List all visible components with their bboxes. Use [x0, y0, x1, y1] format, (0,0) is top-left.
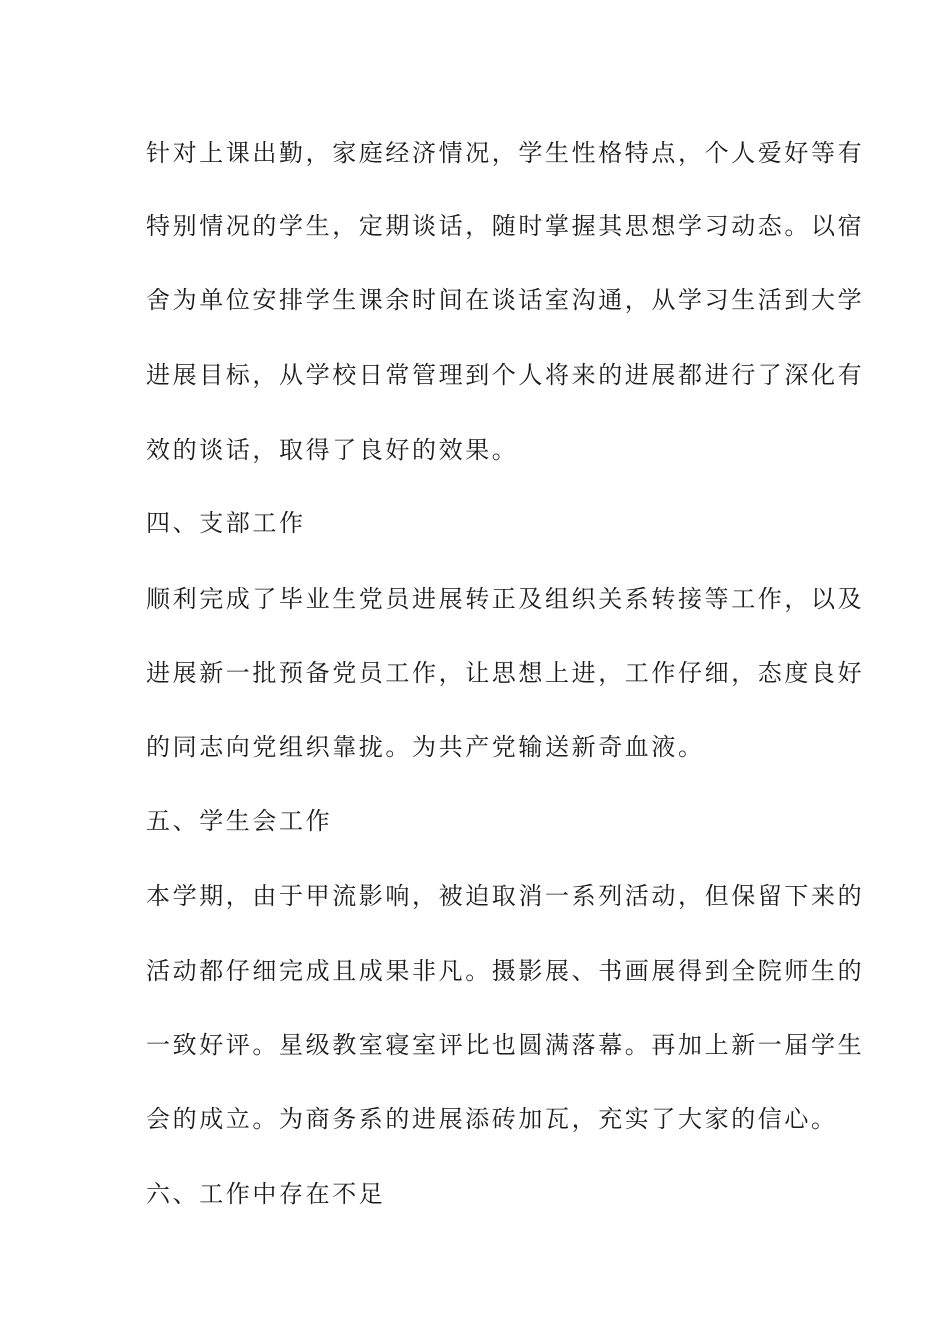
- paragraph-line: 进展新一批预备党员工作，让思想上进，工作仔细，态度良好: [146, 659, 865, 687]
- paragraph-line: 针对上课出勤，家庭经济情况，学生性格特点，个人爱好等有: [146, 139, 865, 167]
- paragraph-line: 本学期，由于甲流影响，被迫取消一系列活动，但保留下来的: [146, 882, 865, 910]
- paragraph-line: 特别情况的学生，定期谈话，随时掌握其思想学习动态。以宿: [146, 212, 865, 240]
- paragraph-line: 舍为单位安排学生课余时间在谈话室沟通，从学习生活到大学: [146, 286, 865, 314]
- section-heading: 五、学生会工作: [146, 807, 333, 835]
- paragraph-line: 的同志向党组织靠拢。为共产党输送新奇血液。: [146, 733, 705, 761]
- section-heading: 六、工作中存在不足: [146, 1180, 386, 1208]
- section-heading: 四、支部工作: [146, 509, 306, 537]
- paragraph-line: 一致好评。星级教室寝室评比也圆满落幕。再加上新一届学生: [146, 1031, 865, 1059]
- paragraph-line: 效的谈话，取得了良好的效果。: [146, 436, 519, 464]
- paragraph-line: 会的成立。为商务系的进展添砖加瓦，充实了大家的信心。: [146, 1105, 838, 1133]
- paragraph-line: 进展目标，从学校日常管理到个人将来的进展都进行了深化有: [146, 361, 865, 389]
- paragraph-line: 活动都仔细完成且成果非凡。摄影展、书画展得到全院师生的: [146, 957, 865, 985]
- paragraph-line: 顺利完成了毕业生党员进展转正及组织关系转接等工作，以及: [146, 585, 865, 613]
